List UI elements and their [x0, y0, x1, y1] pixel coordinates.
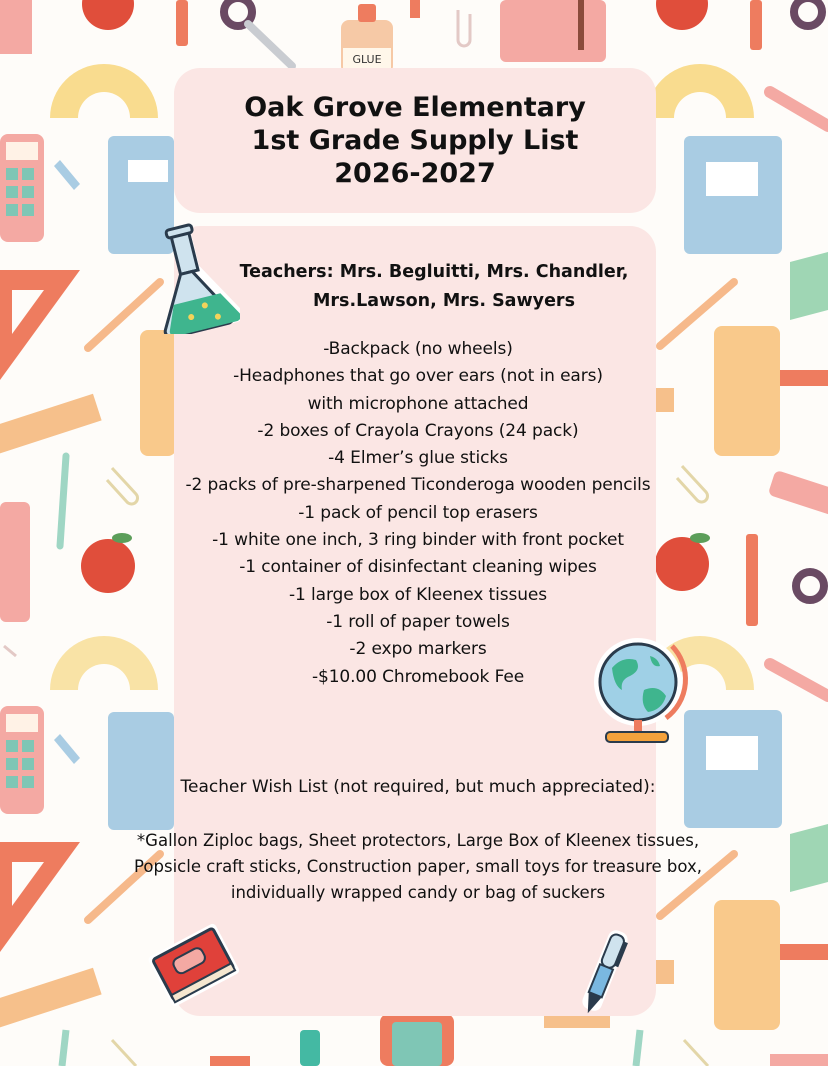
apple-icon [656, 0, 708, 30]
pushpin-icon [54, 734, 80, 764]
notebook-icon [500, 0, 606, 62]
scissors-icon [794, 0, 822, 26]
pen-icon [574, 926, 630, 1030]
paperclip-icon [112, 1040, 136, 1066]
list-item: -1 roll of paper towels [326, 611, 510, 632]
list-item: -1 pack of pencil top erasers [298, 502, 538, 523]
list-item: -Backpack (no wheels) [323, 339, 513, 359]
list-item: with microphone attached [307, 393, 529, 414]
pencil-icon [410, 0, 420, 18]
marker-icon [770, 92, 828, 126]
pencil-icon [210, 1056, 250, 1066]
marker-icon [62, 1030, 66, 1066]
marker-icon [636, 1030, 640, 1066]
wish-list-body [0, 828, 828, 906]
wish-list-line: individually wrapped candy or bag of suckers [230, 883, 606, 902]
list-item: -$10.00 Chromebook Fee [311, 666, 525, 687]
list-item: -1 white one inch, 3 ring binder with front pocket [212, 530, 624, 551]
globe-icon [592, 634, 692, 746]
pencil-icon [176, 0, 188, 46]
teachers-line-2: Mrs.Lawson, Mrs. Sawyers [313, 291, 575, 311]
notebook-icon [684, 136, 782, 254]
paperclip-icon [684, 1040, 708, 1066]
notebook-icon [108, 712, 174, 830]
list-item: -2 boxes of Crayola Crayons (24 pack) [257, 420, 579, 441]
list-item: -1 large box of Kleenex tissues [288, 584, 548, 605]
supply-list [0, 336, 828, 691]
list-item: -Headphones that go over ears (not in ears) [233, 366, 603, 387]
flask-icon [158, 222, 240, 334]
list-item: -4 Elmer’s glue sticks [328, 448, 508, 469]
pencil-icon [750, 0, 762, 50]
pencil-icon [770, 1054, 828, 1066]
paperclip-icon [458, 10, 470, 46]
wish-list-line: Popsicle craft sticks, Construction paper, small toys for treasure box, [134, 857, 702, 876]
list-item: -1 container of disinfectant cleaning wipes [239, 557, 597, 578]
page-title: 1st Grade Supply List [251, 125, 579, 156]
svg-text:GLUE: GLUE [352, 53, 382, 66]
ruler-icon [656, 960, 674, 984]
list-item: -2 expo markers [349, 639, 487, 660]
book-icon [140, 920, 244, 1012]
marker-icon [300, 1030, 320, 1066]
notebook-icon [0, 0, 32, 54]
pencil-cup-icon [714, 900, 828, 1030]
teachers-line-1: Teachers: Mrs. Begluitti, Mrs. Chandler, [239, 262, 629, 282]
wish-list-title: Teacher Wish List (not required, but much appreciated): [180, 777, 656, 797]
apple-icon [82, 0, 134, 30]
glue-bottle-icon [341, 4, 393, 74]
list-item: -2 packs of pre-sharpened Ticonderoga wooden pencils [185, 475, 651, 496]
pushpin-icon [54, 160, 80, 190]
wish-list-line: *Gallon Ziploc bags, Sheet protectors, Large Box of Kleenex tissues, [136, 831, 700, 850]
notebook-icon [684, 710, 782, 828]
teachers-heading [0, 258, 828, 316]
calculator-icon [0, 134, 44, 242]
ruler-icon [0, 968, 102, 1029]
scissors-icon [224, 0, 292, 66]
school-year: 2026-2027 [334, 158, 496, 189]
school-name: Oak Grove Elementary [244, 92, 586, 123]
title-card [174, 68, 656, 213]
